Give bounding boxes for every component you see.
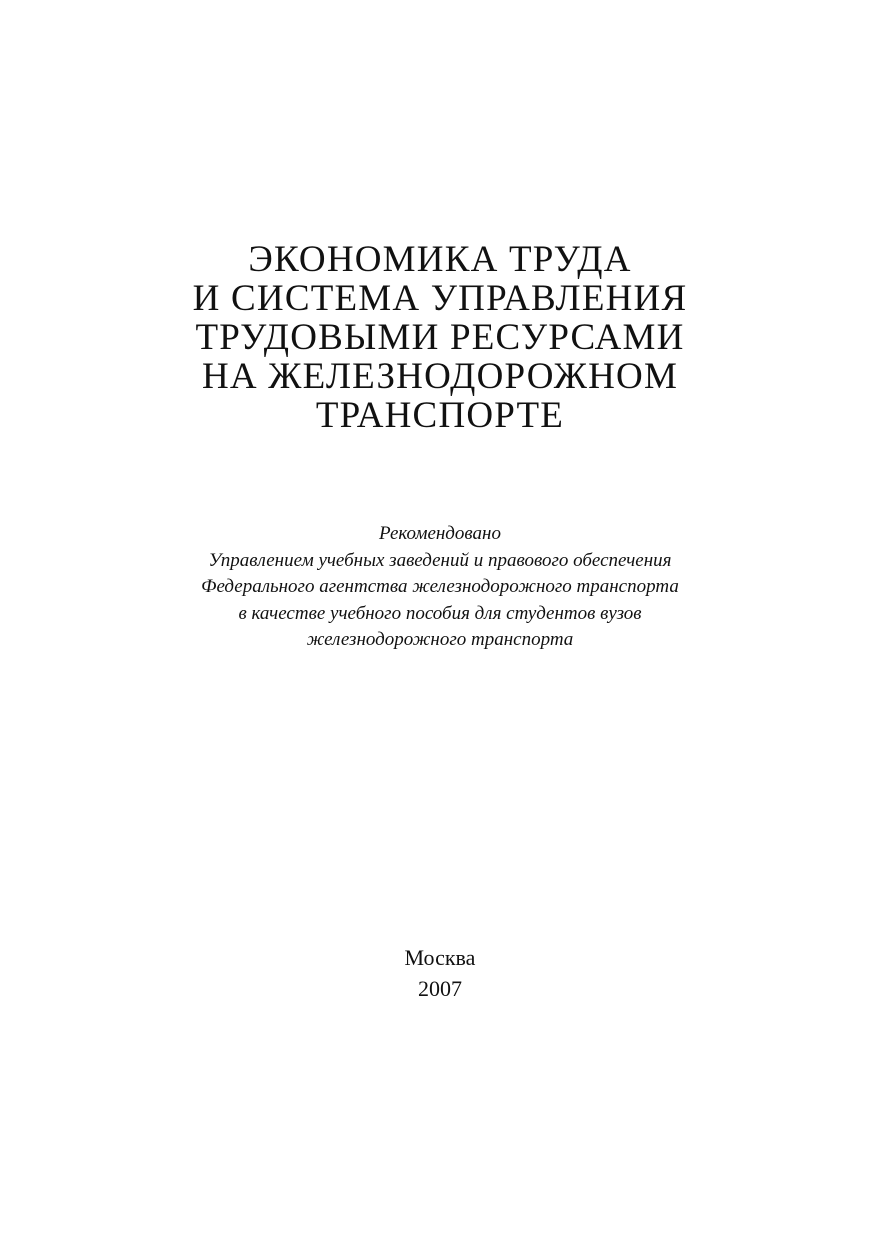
imprint [0, 942, 880, 1004]
recommendation-line-5: железнодорожного транспорта [306, 629, 574, 650]
recommendation-line-3: Федерального агентства железнодорожного транспорта [201, 576, 679, 597]
title-line-1: ЭКОНОМИКА ТРУДА [248, 239, 632, 280]
recommendation-line-4: в качестве учебного пособия для студентов вузов [238, 602, 642, 624]
title-line-5: ТРАНСПОРТЕ [315, 395, 565, 436]
title-line-2: И СИСТЕМА УПРАВЛЕНИЯ [192, 278, 688, 319]
recommendation-note [0, 521, 880, 654]
recommendation-line-1: Рекомендовано [379, 523, 501, 544]
recommendation-line-2: Управлением учебных заведений и правового обеспечения [208, 549, 672, 571]
imprint-city: Москва [404, 945, 476, 970]
book-title [0, 240, 880, 435]
title-line-4: НА ЖЕЛЕЗНОДОРОЖНОМ [201, 356, 679, 397]
imprint-year: 2007 [418, 976, 462, 1001]
title-line-3: ТРУДОВЫМИ РЕСУРСАМИ [195, 317, 685, 358]
